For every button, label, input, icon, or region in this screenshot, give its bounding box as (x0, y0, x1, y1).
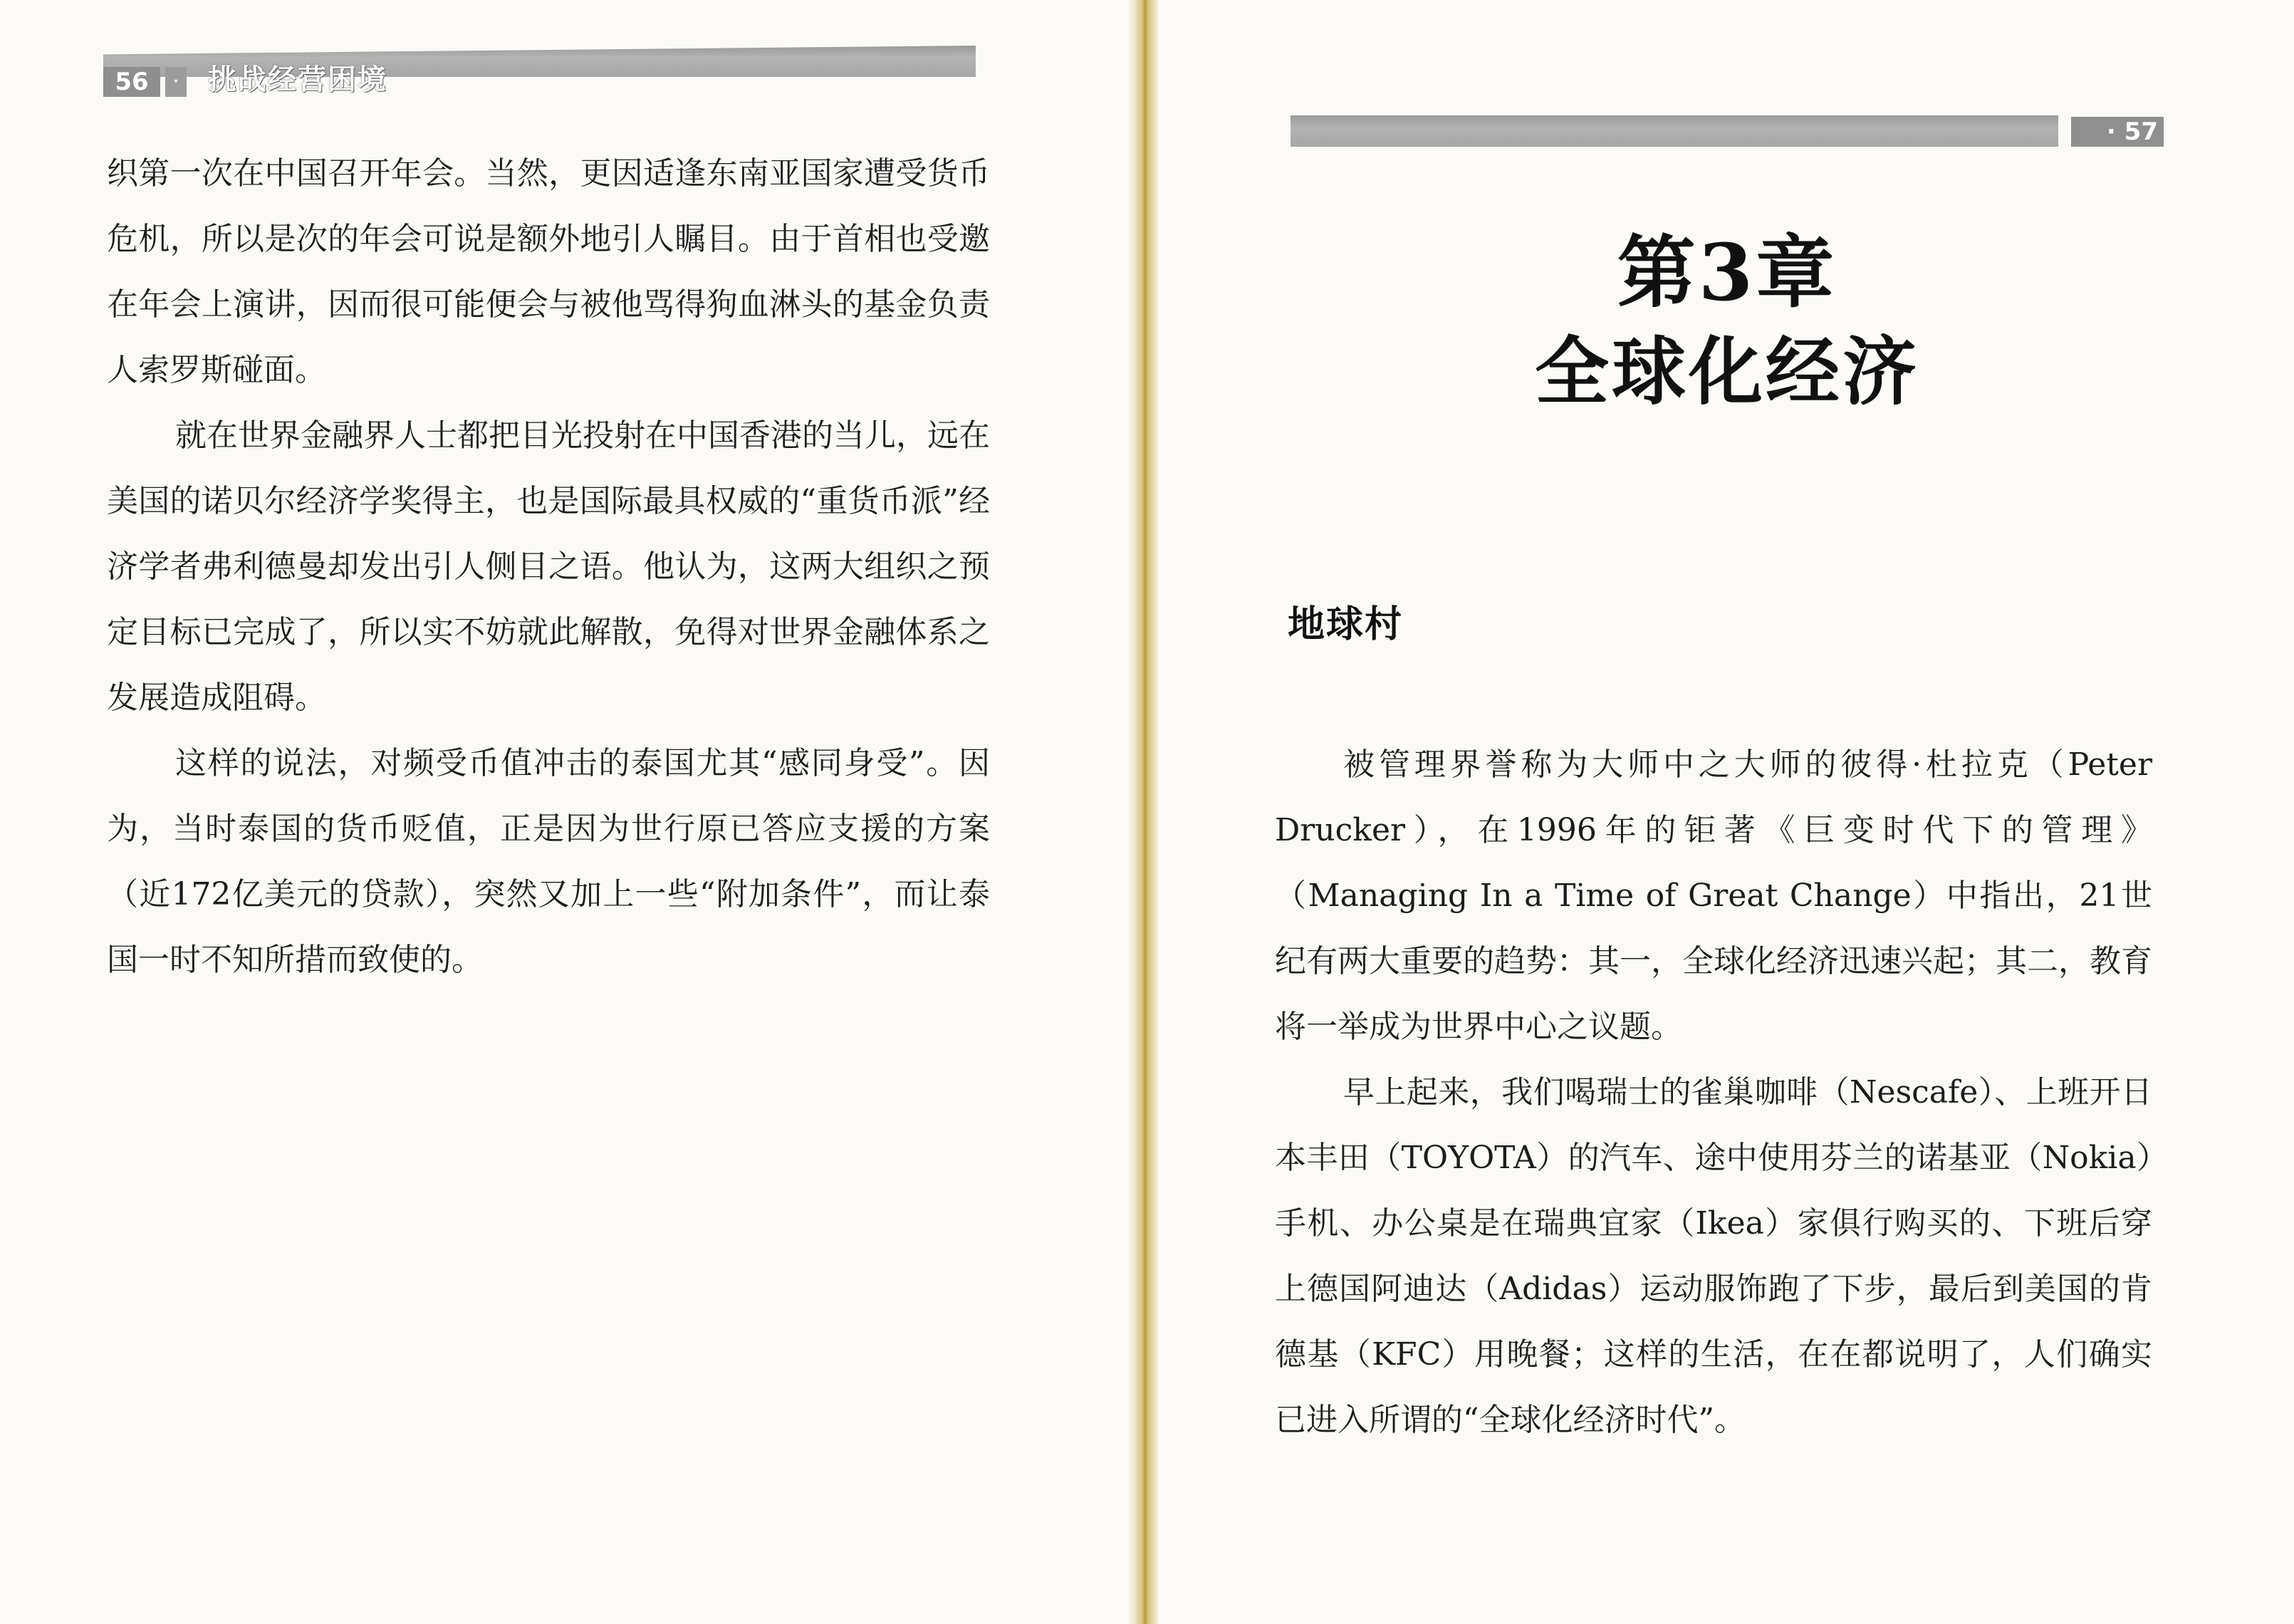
chapter-title: 全球化经济 (1534, 328, 1919, 415)
left-page (0, 0, 1137, 1624)
section-heading: 地球村 (1288, 603, 1404, 646)
header-bar (1291, 115, 2058, 147)
right-body-text (1275, 732, 2152, 1453)
paragraph: 就在世界金融界人士都把目光投射在中国香港的当儿，远在美国的诺贝尔经济学奖得主，也是国际最具权威的“重货币派”经济学者弗利德曼却发出引人侧目之语。他认为，这两大组织之预定目标已完成了，所以实不妨就此解散，免得对世界金融体系之发展造成阻碍。 (107, 417, 990, 716)
chapter-number: 第3章 (1617, 227, 1837, 318)
paragraph: 这样的说法，对频受币值冲击的泰国尤其“感同身受”。因为，当时泰国的货币贬值，正是因为世行原已答应支援的方案（近172亿美元的贷款），突然又加上一些“附加条件”，而让泰国一时不知所措而致使的。 (107, 745, 990, 978)
paragraph: 被管理界誉称为大师中之大师的彼得·杜拉克（Peter Drucker），在1996年的钜著《巨变时代下的管理》（Managing In a Time of Great Change）中指出，21世纪有两大重要的趋势：其一，全球化经济迅速兴起；其二，教育将一举成为世界中心之议题。 (1275, 746, 2152, 1045)
page-number: · 57 (2071, 117, 2164, 147)
running-title: 挑战经营困境 (208, 63, 387, 96)
page-number: 56 (103, 67, 160, 97)
left-body-text (107, 141, 990, 993)
folio-separator: · (165, 67, 187, 97)
paragraph: 织第一次在中国召开年会。当然，更因适逢东南亚国家遭受货币危机，所以是次的年会可说是额外地引人瞩目。由于首相也受邀在年会上演讲，因而很可能便会与被他骂得狗血淋头的基金负责人索罗斯碰面。 (107, 155, 990, 388)
paragraph: 早上起来，我们喝瑞士的雀巢咖啡（Nescafe）、上班开日本丰田（TOYOTA）的汽车、途中使用芬兰的诺基亚（Nokia）手机、办公桌是在瑞典宜家（Ikea）家俱行购买的、下班后穿上德国阿迪达（Adidas）运动服饰跑了下步，最后到美国的肯德基（KFC）用晚餐；这样的生活，在在都说明了，人们确实已进入所谓的“全球化经济时代”。 (1275, 1074, 2152, 1438)
